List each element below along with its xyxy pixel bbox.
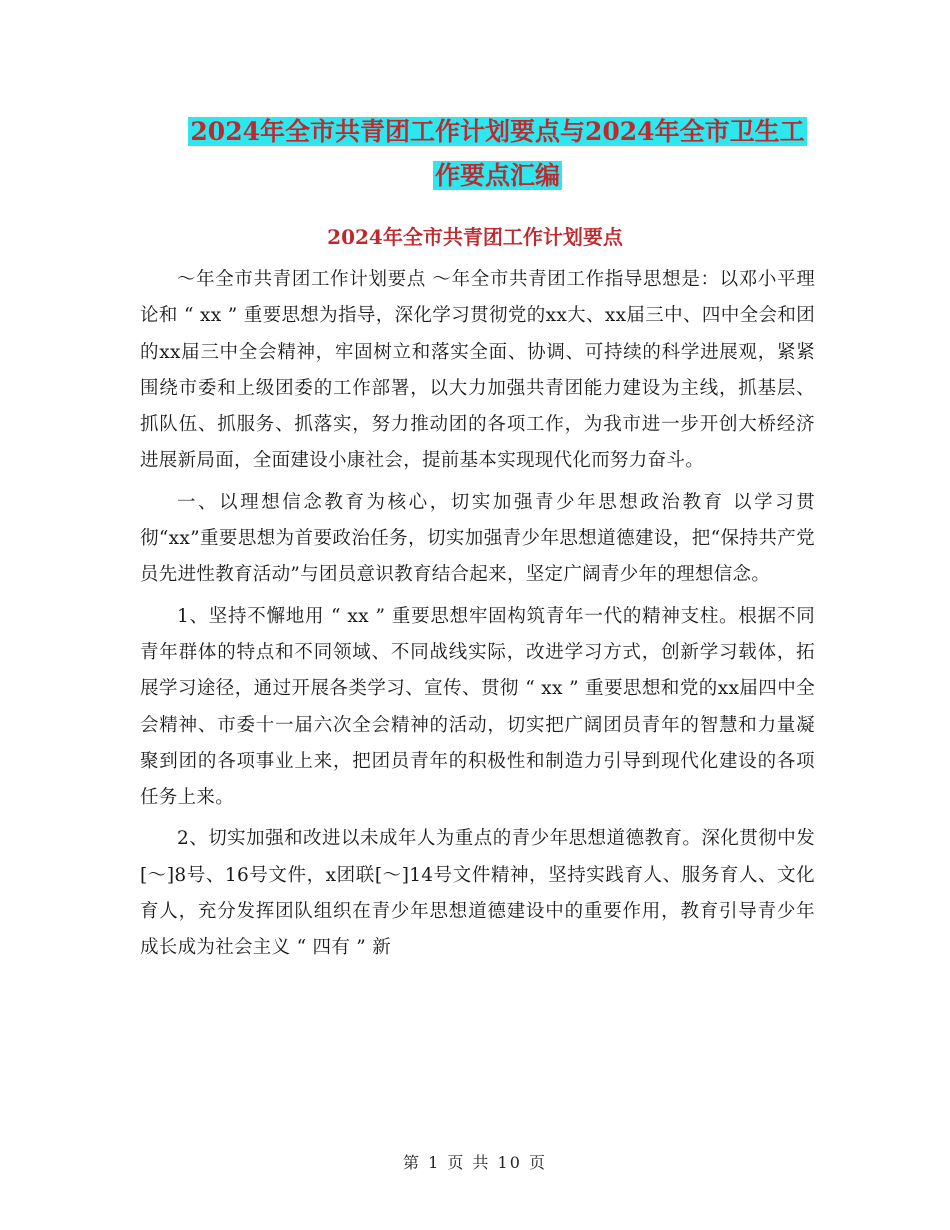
title-highlight: 2024年全市共青团工作计划要点与2024年全市卫生工 xyxy=(190,117,805,146)
page-footer: 第 1 页 共 10 页 xyxy=(403,1153,547,1172)
title-highlight: 作要点汇编 xyxy=(434,161,560,190)
paragraph-item-one: 1、坚持不懈地用 “ xx ” 重要思想牢固构筑青年一代的精神支柱。根据不同青年群体的特点和不同领域、不同战线实际，改进学习方式，创新学习载体，拓展学习途径，通过开展各类学习、宣传、贯彻 “ xx ” 重要思想和党的xx届四中全会精神、市委十一届六次全会精神的活动，切实把广阔团员青年的智慧和力量凝聚到团的各项事业上来，把团员青年的积极性和制造力引导到现代化建设的各项任务上来。 xyxy=(140,605,815,809)
document-body xyxy=(140,262,815,967)
paragraph-item-two: 2、切实加强和改进以未成年人为重点的青少年思想道德教育。深化贯彻中发[～]8号、16号文件，x团联[～]14号文件精神，坚持实践育人、服务育人、文化育人，充分发挥团队组织在青少年思想道德建设中的重要作用，教育引导青少年成长成为社会主义 “ 四有 ” 新 xyxy=(140,828,815,959)
document-title-line-2 xyxy=(140,150,855,202)
section-title: 2024年全市共青团工作计划要点 xyxy=(327,225,623,249)
paragraph-section-one: 一、以理想信念教育为核心，切实加强青少年思想政治教育 以学习贯彻“xx”重要思想为首要政治任务，切实加强青少年思想道德建设，把“保持共产党员先进性教育活动”与团员意识教育结合起来，坚定广阔青少年的理想信念。 xyxy=(140,491,815,586)
paragraph-guiding-ideology: ～年全市共青团工作计划要点 ～年全市共青团工作指导思想是：以邓小平理论和 “ xx ” 重要思想为指导，深化学习贯彻党的xx大、xx届三中、四中全会和团的xx届三中全会精神，牢固树立和落实全面、协调、可持续的科学进展观，紧紧围绕市委和上级团委的工作部署，以大力加强共青团能力建设为主线，抓基层、抓队伍、抓服务、抓落实，努力推动团的各项工作，为我市进一步开创大桥经济进展新局面，全面建设小康社会，提前基本实现现代化而努力奋斗。 xyxy=(140,269,815,472)
